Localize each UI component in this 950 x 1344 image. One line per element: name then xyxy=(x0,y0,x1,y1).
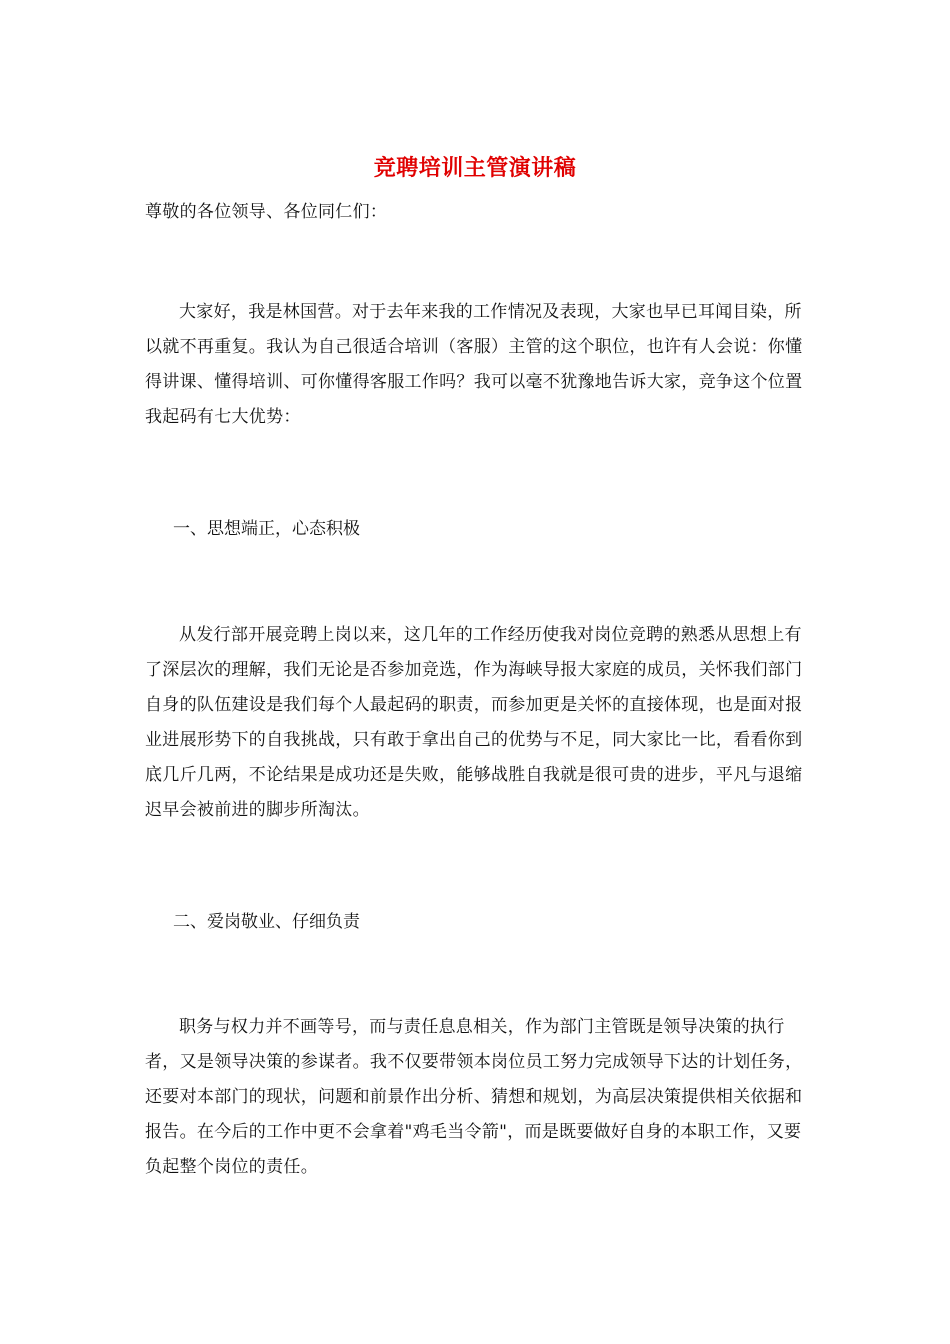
paragraph-intro: 大家好，我是林国营。对于去年来我的工作情况及表现，大家也早已耳闻目染，所以就不再重复。我认为自己很适合培训（客服）主管的这个职位，也许有人会说：你懂得讲课、懂得培训、可你懂得客服工作吗？我可以毫不犹豫地告诉大家，竞争这个位置我起码有七大优势： xyxy=(145,302,803,427)
salutation: 尊敬的各位领导、各位同仁们： xyxy=(145,202,388,222)
section-heading-1: 一、思想端正，心态积极 xyxy=(173,519,360,539)
document-title: 竞聘培训主管演讲稿 xyxy=(373,155,577,181)
paragraph-section-2: 职务与权力并不画等号，而与责任息息相关，作为部门主管既是领导决策的执行者，又是领导决策的参谋者。我不仅要带领本岗位员工努力完成领导下达的计划任务，还要对本部门的现状，问题和前景作出分析、猜想和规划，为高层决策提供相关依据和报告。在今后的工作中更不会拿着"鸡毛当令箭"，而是既要做好自身的本职工作，又要负起整个岗位的责任。 xyxy=(145,1017,803,1177)
section-heading-2: 二、爱岗敬业、仔细负责 xyxy=(173,912,360,932)
paragraph-section-1: 从发行部开展竞聘上岗以来，这几年的工作经历使我对岗位竞聘的熟悉从思想上有了深层次的理解，我们无论是否参加竞选，作为海峡导报大家庭的成员，关怀我们部门自身的队伍建设是我们每个人最起码的职责，而参加更是关怀的直接体现，也是面对报业进展形势下的自我挑战，只有敢于拿出自己的优势与不足，同大家比一比，看看你到底几斤几两，不论结果是成功还是失败，能够战胜自我就是很可贵的进步，平凡与退缩迟早会被前进的脚步所淘汰。 xyxy=(145,625,803,820)
